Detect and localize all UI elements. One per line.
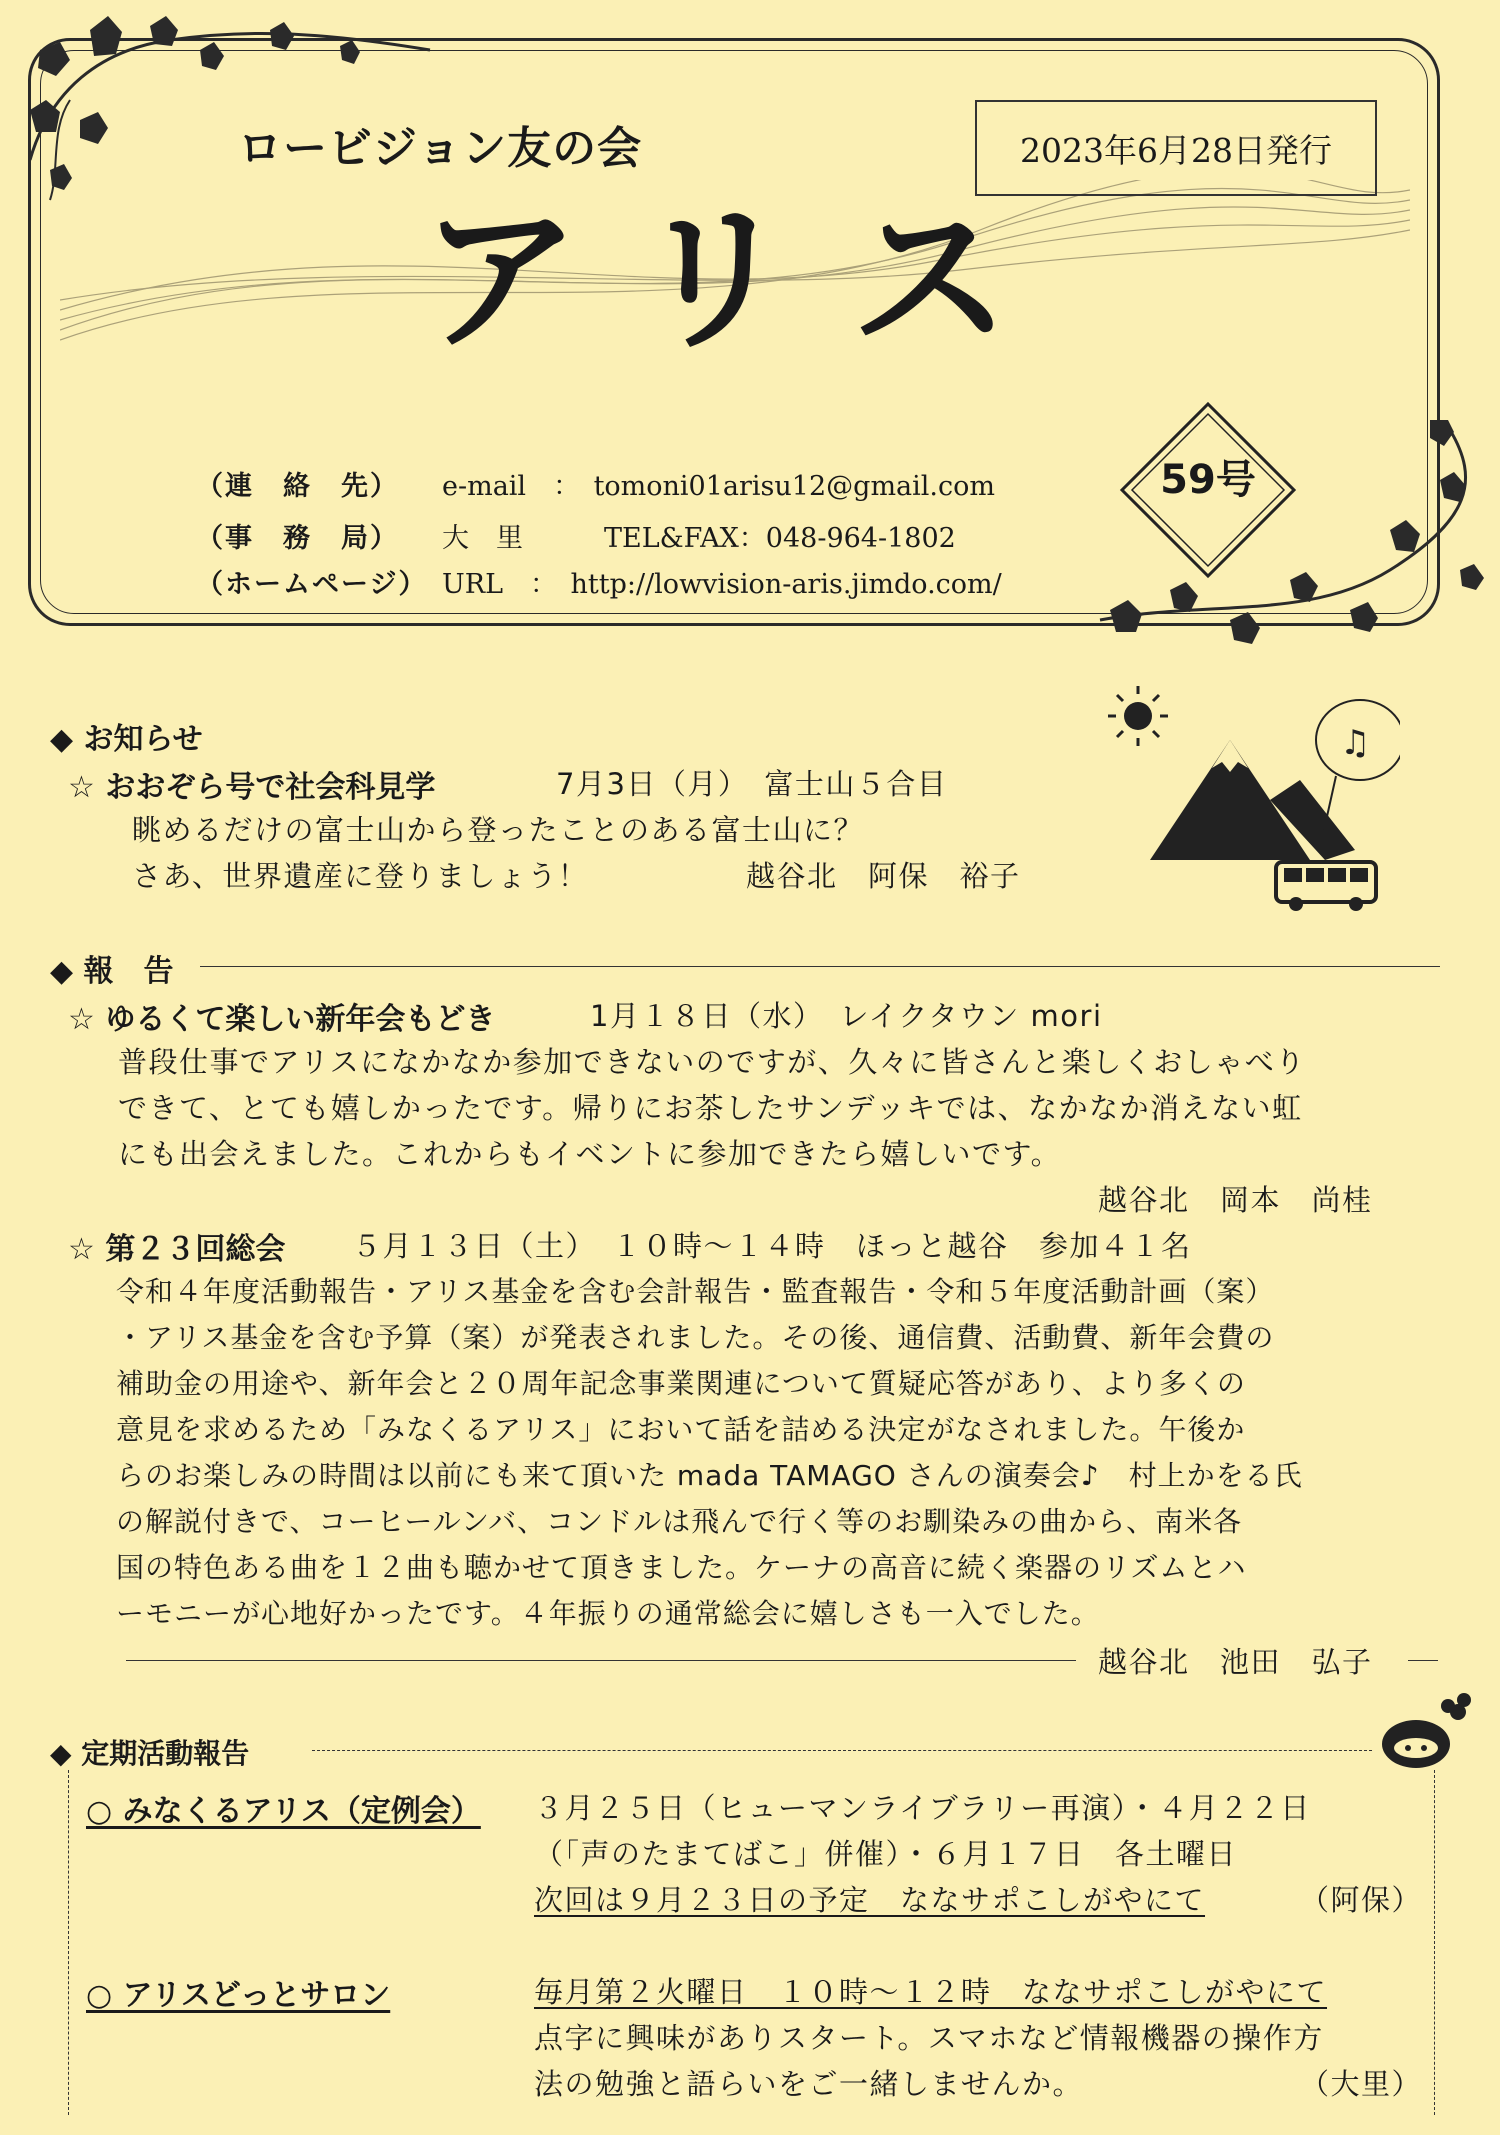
report-item1-line-2: できて、とても嬉しかったです。帰りにお茶したサンデッキでは、なかなか消えない虹 xyxy=(118,1091,1303,1125)
ladybug-clover-icon xyxy=(1368,1690,1478,1780)
report-item2-line-1: 令和４年度活動報告・アリス基金を含む会計報告・監査報告・令和５年度活動計画（案） xyxy=(116,1275,1275,1308)
report-item2-line-4: 意見を求めるため「みなくるアリス」において話を詰める決定がなされました。午後か xyxy=(116,1413,1246,1446)
regular-item1-line-2: （「声のたまてばこ」併催）・６月１７日 各土曜日 xyxy=(534,1837,1238,1871)
regular-item1-line-1: ３月２５日（ヒューマンライブラリー再演）・４月２２日 xyxy=(534,1791,1311,1825)
notice-line-1: 眺めるだけの富士山から登ったことのある富士山に？ xyxy=(132,813,865,847)
report-author-rule-left xyxy=(126,1660,1076,1661)
report-item2-info: ５月１３日（土） １０時～１４時 ほっと越谷 参加４１名 xyxy=(352,1229,1192,1263)
report-author-rule-right xyxy=(1408,1660,1438,1661)
report-item2-line-2: ・アリス基金を含む予算（案）が発表されました。その後、通信費、活動費、新年会費の xyxy=(116,1321,1275,1354)
sun-icon xyxy=(1108,686,1168,746)
contact-office: 大 里 TEL&FAX：048-964-1802 xyxy=(442,523,956,554)
contact-label-email: （連 絡 先） xyxy=(196,471,399,502)
contact-label-homepage: （ホームページ） xyxy=(196,569,428,600)
regular-item2-line-1: 毎月第２火曜日 １０時～１２時 ななサポこしがやにて xyxy=(534,1975,1328,2009)
issue-date: 2023年6月28日発行 xyxy=(975,100,1377,196)
regular-right-dashed-rule xyxy=(1434,1770,1435,2115)
report-item2-line-5: らのお楽しみの時間は以前にも来て頂いた mada TAMAGO さんの演奏会♪ 村上かをる氏 xyxy=(116,1459,1303,1492)
report-item1-line-3: にも出会えました。これからもイベントに参加できたら嬉しいです。 xyxy=(118,1137,1062,1171)
report-section-title: ◆ 報 告 xyxy=(50,954,174,989)
speech-bubble-music-icon xyxy=(1316,700,1400,830)
notice-author: 越谷北 阿保 裕子 xyxy=(746,859,1021,893)
regular-item2-title: ○ アリスどっとサロン xyxy=(86,1978,391,2013)
notice-section-title: ◆ お知らせ xyxy=(50,722,203,757)
contact-email[interactable]: e-mail ： tomoni01arisu12@gmail.com xyxy=(442,471,995,502)
regular-item2-line-2: 点字に興味がありスタート。スマホなど情報機器の操作方 xyxy=(534,2021,1324,2055)
report-divider xyxy=(200,966,1440,967)
organization-name: ロービジョン友の会 xyxy=(238,123,643,174)
mountain-bus-illustration xyxy=(1100,680,1400,940)
report-item2-line-3: 補助金の用途や、新年会と２０周年記念事業関連について質疑応答があり、より多くの xyxy=(116,1367,1246,1400)
newsletter-title: アリス xyxy=(420,186,1071,373)
regular-item2-author: （大里） xyxy=(1300,2067,1423,2101)
report-item1-author: 越谷北 岡本 尚桂 xyxy=(1098,1183,1373,1217)
report-item2-author: 越谷北 池田 弘子 xyxy=(1098,1645,1373,1679)
regular-top-dashed-rule xyxy=(312,1750,1372,1751)
contact-homepage-url[interactable]: URL ： http://lowvision-aris.jimdo.com/ xyxy=(442,569,1002,600)
svg-text:♫: ♫ xyxy=(1340,723,1371,763)
regular-section-title: ◆ 定期活動報告 xyxy=(50,1737,250,1770)
notice-item-title: ☆ おおぞら号で社会科見学 xyxy=(68,770,436,805)
report-item1-info: 1月１８日（水） レイクタウン mori xyxy=(590,999,1103,1033)
report-item1-title: ☆ ゆるくて楽しい新年会もどき xyxy=(68,1002,496,1037)
report-item2-line-8: ーモニーが心地好かったです。４年振りの通常総会に嬉しさも一入でした。 xyxy=(116,1597,1100,1630)
report-item2-line-7: 国の特色ある曲を１２曲も聴かせて頂きました。ケーナの高音に続く楽器のリズムとハ xyxy=(116,1551,1247,1584)
report-item2-title: ☆ 第２３回総会 xyxy=(68,1232,286,1267)
regular-item1-next: 次回は９月２３日の予定 ななサポこしがやにて xyxy=(534,1883,1206,1917)
regular-item1-title: ○ みなくるアリス（定例会） xyxy=(86,1794,481,1829)
report-item1-line-1: 普段仕事でアリスになかなか参加できないのですが、久々に皆さんと楽しくおしゃべり xyxy=(118,1045,1306,1079)
report-item2-line-6: の解説付きで、コーヒールンバ、コンドルは飛んで行く等のお馴染みの曲から、南米各 xyxy=(116,1505,1243,1538)
contact-label-office: （事 務 局） xyxy=(196,523,399,554)
mountain-icon xyxy=(1150,740,1355,860)
regular-left-dashed-rule xyxy=(68,1770,69,2115)
notice-item-info: 7月3日（月） 富士山５合目 xyxy=(556,767,948,801)
regular-item2-line-3: 法の勉強と語らいをご一緒しませんか。 xyxy=(534,2067,1084,2101)
bus-icon xyxy=(1276,862,1376,911)
regular-item1-author: （阿保） xyxy=(1300,1883,1423,1917)
notice-line-2: さあ、世界遺産に登りましょう！ xyxy=(132,859,589,893)
issue-number: 59号 xyxy=(1160,457,1256,503)
